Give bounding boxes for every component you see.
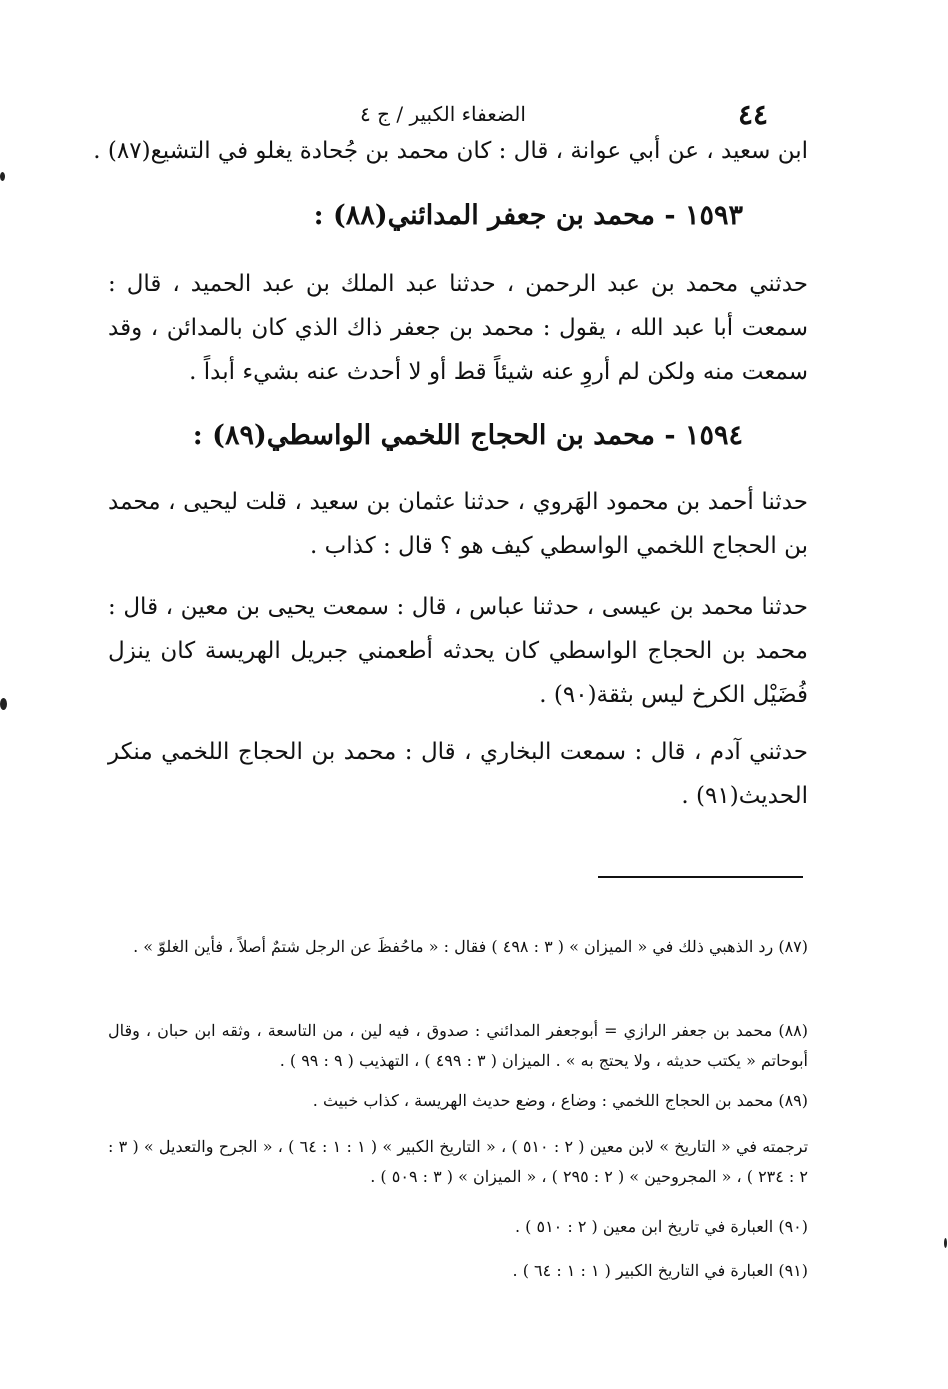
footnote-90: (٩٠) العبارة في تاريخ ابن معين ( ٢ : ٥١٠ ) . bbox=[514, 1217, 808, 1236]
footnote-91: (٩١) العبارة في التاريخ الكبير ( ١ : ١ : ٦٤ ) . bbox=[512, 1261, 808, 1280]
footnote-88: (٨٨) محمد بن جعفر الرازي = أبوجعفر المدائني : صدوق ، فيه لين ، من التاسعة ، وثقه ابن حبان ، وقال أبوحاتم « يكتب حديثه ، ولا يحتج به » . الميزان ( ٣ : ٤٩٩ ) ، التهذيب ( ٩ : ٩٩ ) . bbox=[108, 1021, 809, 1070]
footnote-separator bbox=[598, 876, 803, 878]
entry-1594-heading: ١٥٩٤ - محمد بن الحجاج اللخمي الواسطي(٨٩) : bbox=[192, 420, 743, 451]
entry-1594-paragraph-1: حدثنا أحمد بن محمود الهَروي ، حدثنا عثمان بن سعيد ، قلت ليحيى ، محمد بن الحجاج اللخمي الواسطي كيف هو ؟ قال : كذاب . bbox=[108, 489, 808, 559]
continuation-line: ابن سعيد ، عن أبي عوانة ، قال : كان محمد بن جُحادة يغلو في التشيع(٨٧) . bbox=[93, 138, 808, 164]
entry-1593-paragraph: حدثني محمد بن عبد الرحمن ، حدثنا عبد الملك بن عبد الحميد ، قال : سمعت أبا عبد الله ، يقول : محمد بن جعفر ذاك الذي كان بالمدائن ، وقد سمعت منه ولكن لم أروِ عنه شيئاً قط أو لا أحدث عنه بشيء أبداً . bbox=[108, 271, 808, 385]
footnote-89: (٨٩) محمد بن الحجاج اللخمي : وضاع ، وضع حديث الهريسة ، كذاب خبيث . bbox=[312, 1091, 808, 1110]
footnote-87: (٨٧) رد الذهبي ذلك في « الميزان » ( ٣ : ٤٩٨ ) فقال : « ماحُفظَ عن الرجل شتمٌ أصلاً ، فأين الغلوّ » . bbox=[133, 937, 808, 956]
page-number: ٤٤ bbox=[738, 98, 769, 131]
scan-speck bbox=[0, 698, 7, 710]
entry-1594-paragraph-2: حدثنا محمد بن عيسى ، حدثنا عباس ، قال : سمعت يحيى بن معين ، قال : محمد بن الحجاج الواسطي كان يحدثه أطعمني جبريل الهريسة كان ينزل فُضَيْل الكرخ ليس بثقة(٩٠) . bbox=[108, 594, 808, 708]
scan-speck bbox=[0, 172, 5, 181]
scan-speck bbox=[944, 1238, 947, 1248]
entry-1594-paragraph-3: حدثني آدم ، قال : سمعت البخاري ، قال : محمد بن الحجاج اللخمي منكر الحديث(٩١) . bbox=[108, 739, 808, 809]
entry-1593-heading: ١٥٩٣ - محمد بن جعفر المدائني(٨٨) : bbox=[313, 200, 743, 231]
footnote-89-continued: ترجمته في « التاريخ » لابن معين ( ٢ : ٥١٠ ) ، « التاريخ الكبير » ( ١ : ١ : ٦٤ ) ، « الجرح والتعديل » ( ٣ : ٢ : ٢٣٤ ) ، « المجروحين » ( ٢ : ٢٩٥ ) ، « الميزان » ( ٣ : ٥٠٩ ) . bbox=[108, 1137, 809, 1186]
running-title: الضعفاء الكبير / ج ٤ bbox=[360, 102, 526, 126]
